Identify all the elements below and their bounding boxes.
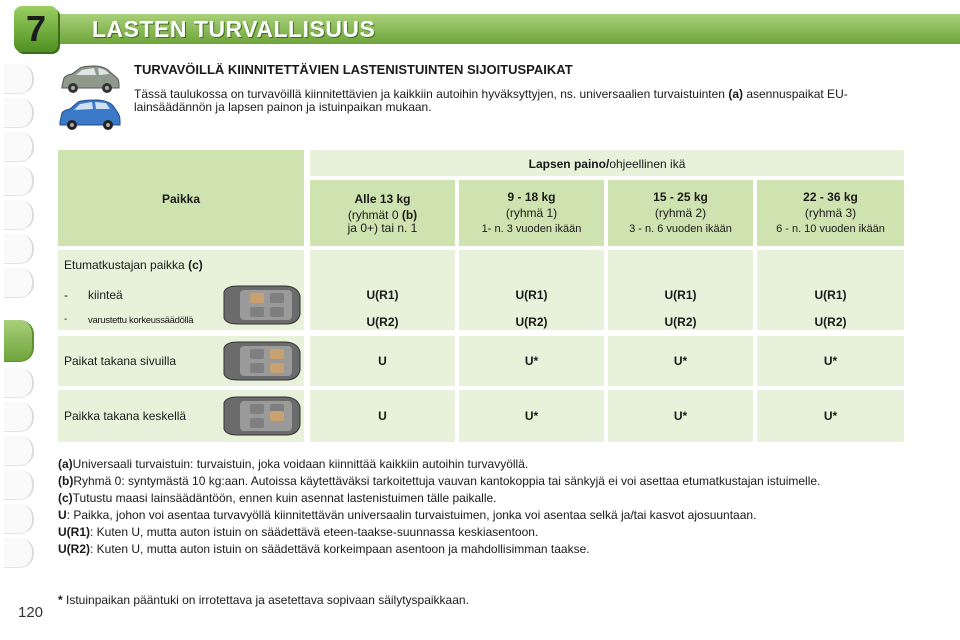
chapter-badge bbox=[14, 6, 58, 52]
column-age: 1- n. 3 vuoden ikään bbox=[481, 223, 582, 235]
rear-side-value-cell bbox=[757, 336, 904, 386]
chapter-side-tabs bbox=[0, 64, 40, 584]
front-seat-label-ref: (c) bbox=[188, 258, 203, 272]
side-tab[interactable] bbox=[4, 538, 34, 568]
front-seat-label-text: Etumatkustajan paikka bbox=[64, 258, 189, 272]
footnote-key: (b) bbox=[58, 474, 74, 488]
group-header-bold: Lapsen paino/ bbox=[528, 157, 610, 171]
column-weight: 9 - 18 kg bbox=[507, 190, 556, 204]
rear-side-value-cell bbox=[310, 336, 455, 386]
column-weight: 22 - 36 kg bbox=[803, 190, 858, 204]
rear-side-value-cell bbox=[608, 336, 753, 386]
hatchback-car-icon bbox=[56, 62, 122, 96]
column-header-cell bbox=[608, 180, 753, 246]
front-value-cell bbox=[459, 250, 604, 330]
section-heading: TURVAVÖILLÄ KIINNITETTÄVIEN LASTENISTUINTEN SIJOITUSPAIKAT bbox=[134, 62, 573, 77]
value-adjustable: U(R2) bbox=[664, 315, 697, 329]
side-tab[interactable] bbox=[4, 200, 34, 230]
front-adjustable-dash: - bbox=[64, 314, 68, 325]
front-fixed-dash: - bbox=[64, 288, 68, 302]
chapter-number: 7 bbox=[25, 8, 47, 49]
side-tab[interactable] bbox=[4, 132, 34, 162]
front-seat-label bbox=[64, 258, 203, 272]
value-adjustable: U(R2) bbox=[515, 315, 548, 329]
value-adjustable: U(R2) bbox=[814, 315, 847, 329]
page-number: 120 bbox=[18, 604, 44, 621]
group-header-rest: ohjeellinen ikä bbox=[609, 157, 686, 171]
footnote bbox=[58, 509, 904, 522]
value-adjustable: U(R2) bbox=[366, 315, 399, 329]
intro-line1: Tässä taulukossa on turvavöillä kiinnitettävien ja kaikkiin autoihin hyväksyttyjen, ns. universaalien turvaistuinten bbox=[134, 87, 725, 101]
value-fixed: U(R1) bbox=[515, 288, 548, 302]
footnote-text: Universaali turvaistuin: turvaistuin, joka voidaan kiinnittää kaikkiin autoihin turvavyöllä. bbox=[72, 457, 529, 471]
front-value-cell bbox=[608, 250, 753, 330]
value-fixed: U(R1) bbox=[366, 288, 399, 302]
column-group-extra: ja 0+) tai n. 1 bbox=[347, 221, 418, 235]
group-header bbox=[310, 157, 904, 171]
seat-diagram-icon bbox=[220, 340, 302, 382]
column-header-cell bbox=[757, 180, 904, 246]
column-group: (ryhmä 2) bbox=[654, 206, 707, 220]
star-footnote bbox=[58, 593, 469, 607]
rear-side-label-cell bbox=[58, 336, 304, 386]
front-value-cell bbox=[757, 250, 904, 330]
chapter-title: LASTEN TURVALLISUUS bbox=[92, 16, 376, 42]
seat-diagram-icon bbox=[220, 284, 302, 326]
footnote-text: Ryhmä 0: syntymästä 10 kg:aan. Autoissa käytettäväksi tarkoitettuja vauvan kantokoppia tai sänkyjä ei voi asettaa etumatkustajan istuimelle. bbox=[73, 474, 821, 488]
group-header-cell bbox=[310, 150, 904, 176]
side-tab[interactable] bbox=[4, 234, 34, 264]
place-header: Paikka bbox=[161, 192, 201, 206]
footnote-text: : Kuten U, mutta auton istuin on säädettävä korkeimpaan asentoon ja mahdollisimman taakse. bbox=[90, 542, 590, 556]
footnote-key: (c) bbox=[58, 491, 73, 505]
place-header-cell bbox=[58, 150, 304, 246]
front-adjustable-label: varustettu korkeussäädöllä bbox=[88, 315, 194, 326]
column-group: (ryhmä 3) bbox=[804, 206, 857, 220]
value-fixed: U(R1) bbox=[814, 288, 847, 302]
rear-center-label-cell bbox=[58, 390, 304, 442]
side-tab[interactable] bbox=[4, 98, 34, 128]
column-header-cell bbox=[459, 180, 604, 246]
rear-center-value-cell bbox=[757, 390, 904, 442]
column-header-cell bbox=[310, 180, 455, 246]
footnote-text: : Paikka, johon voi asentaa turvavyöllä kiinnitettävän universaalin turvaistuimen, jonka voi asentaa selkä ja/tai kasvot ajosuuntaan. bbox=[66, 508, 757, 522]
footnote-text: : Kuten U, mutta auton istuin on säädettävä eteen-taakse-suunnassa keskiasentoon. bbox=[90, 525, 539, 539]
side-tab[interactable] bbox=[4, 166, 34, 196]
value: U* bbox=[823, 354, 838, 368]
value: U* bbox=[524, 409, 539, 423]
column-weight: 15 - 25 kg bbox=[653, 190, 708, 204]
value: U bbox=[378, 354, 387, 368]
side-tab[interactable] bbox=[4, 64, 34, 94]
rear-side-label: Paikat takana sivuilla bbox=[64, 354, 177, 368]
rear-side-value-cell bbox=[459, 336, 604, 386]
rear-center-value-cell bbox=[310, 390, 455, 442]
footnote-key: U bbox=[58, 508, 67, 522]
column-group-text: (ryhmät 0 bbox=[347, 208, 402, 222]
column-age: 6 - n. 10 vuoden ikään bbox=[776, 223, 885, 235]
intro-paragraph bbox=[134, 88, 904, 114]
footnote bbox=[58, 543, 904, 556]
value: U* bbox=[524, 354, 539, 368]
seat-diagram-icon bbox=[220, 395, 302, 437]
side-tab[interactable] bbox=[4, 504, 34, 534]
footnote bbox=[58, 475, 904, 488]
value: U* bbox=[673, 354, 688, 368]
value: U bbox=[378, 409, 387, 423]
column-group: (ryhmä 1) bbox=[505, 206, 558, 220]
minivan-car-icon bbox=[56, 98, 122, 132]
rear-center-label: Paikka takana keskellä bbox=[64, 409, 187, 423]
footnote bbox=[58, 492, 904, 505]
side-tab[interactable] bbox=[4, 268, 34, 298]
value: U* bbox=[673, 409, 688, 423]
footnote bbox=[58, 526, 904, 539]
side-tab[interactable] bbox=[4, 470, 34, 500]
intro-line2: asennuspaikat EU-lainsäädännön ja lapsen painon ja istuinpaikan mukaan. bbox=[134, 87, 848, 114]
front-value-cell bbox=[310, 250, 455, 330]
footnote-key: U(R2) bbox=[58, 542, 90, 556]
star-footnote-text: Istuinpaikan pääntuki on irrotettava ja asetettava sopivaan säilytyspaikkaan. bbox=[62, 593, 469, 607]
footnote-text: Tutustu maasi lainsäädäntöön, ennen kuin asennat lastenistuimen tälle paikalle. bbox=[72, 491, 497, 505]
column-group-ref: (b) bbox=[401, 208, 418, 222]
footnote-key: (a) bbox=[58, 457, 73, 471]
front-fixed-label: kiinteä bbox=[88, 288, 123, 302]
column-group bbox=[310, 208, 455, 222]
side-tab[interactable] bbox=[4, 436, 34, 466]
rear-center-value-cell bbox=[459, 390, 604, 442]
footnotes bbox=[58, 458, 904, 560]
column-weight: Alle 13 kg bbox=[354, 192, 411, 206]
value-fixed: U(R1) bbox=[664, 288, 697, 302]
column-age: 3 - n. 6 vuoden ikään bbox=[629, 223, 732, 235]
value: U* bbox=[823, 409, 838, 423]
side-tab-active[interactable] bbox=[4, 320, 34, 362]
intro-ref: (a) bbox=[728, 87, 743, 101]
side-tab[interactable] bbox=[4, 368, 34, 398]
rear-center-value-cell bbox=[608, 390, 753, 442]
footnote bbox=[58, 458, 904, 471]
side-tab[interactable] bbox=[4, 402, 34, 432]
star-footnote-key: * bbox=[58, 593, 63, 607]
front-seat-label-cell bbox=[58, 250, 304, 330]
footnote-key: U(R1) bbox=[58, 525, 90, 539]
